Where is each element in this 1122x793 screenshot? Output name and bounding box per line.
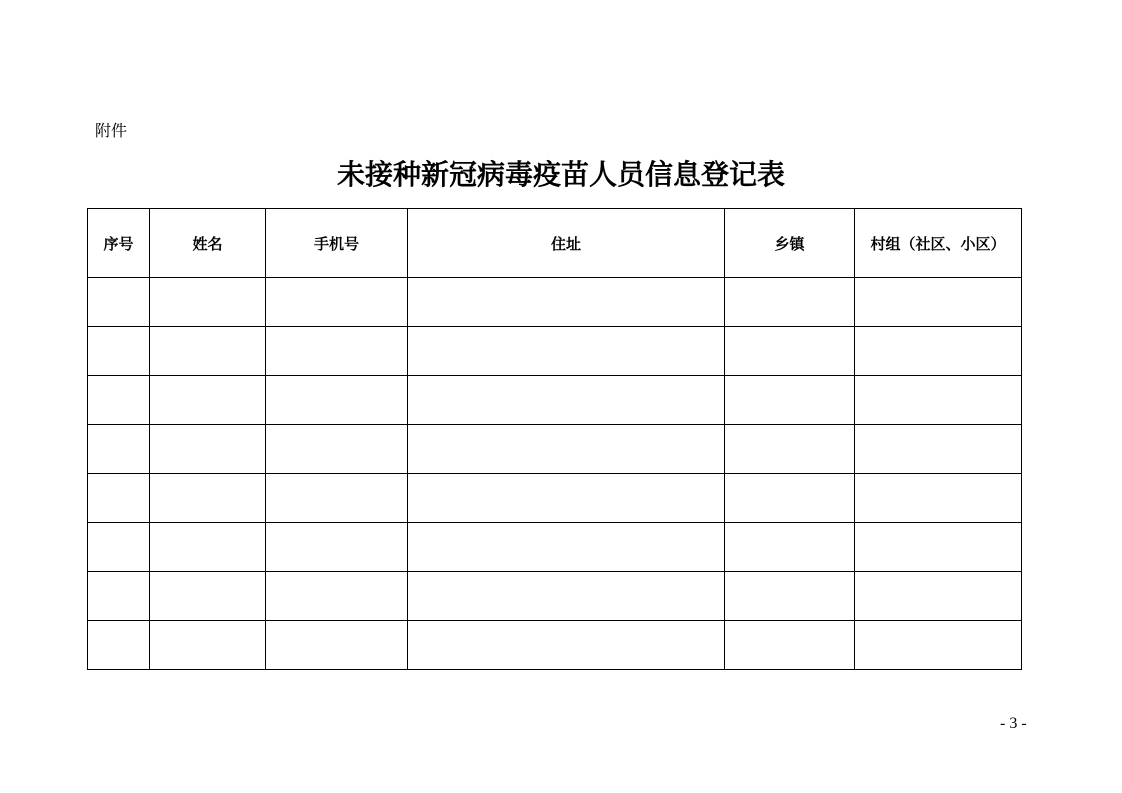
table-cell[interactable]	[150, 621, 266, 670]
table-cell[interactable]	[150, 376, 266, 425]
table-cell[interactable]	[266, 278, 408, 327]
table-cell[interactable]	[408, 278, 725, 327]
table-row	[88, 327, 1022, 376]
table-cell[interactable]	[266, 376, 408, 425]
header-township: 乡镇	[725, 209, 855, 278]
table-header-row	[88, 209, 1022, 278]
table-cell[interactable]	[266, 621, 408, 670]
document-title: 未接种新冠病毒疫苗人员信息登记表	[336, 158, 785, 191]
table-cell[interactable]	[88, 621, 150, 670]
table-cell[interactable]	[150, 474, 266, 523]
table-cell[interactable]	[408, 572, 725, 621]
table-cell[interactable]	[855, 523, 1022, 572]
table-cell[interactable]	[88, 572, 150, 621]
table-cell[interactable]	[725, 376, 855, 425]
attachment-label: 附件	[95, 121, 128, 140]
table-cell[interactable]	[408, 474, 725, 523]
table-cell[interactable]	[408, 425, 725, 474]
table-cell[interactable]	[150, 425, 266, 474]
table-cell[interactable]	[88, 523, 150, 572]
table-cell[interactable]	[150, 327, 266, 376]
header-phone-number: 手机号	[266, 209, 408, 278]
table-cell[interactable]	[855, 621, 1022, 670]
table-cell[interactable]	[855, 278, 1022, 327]
table-row	[88, 621, 1022, 670]
table-cell[interactable]	[725, 327, 855, 376]
table-cell[interactable]	[408, 523, 725, 572]
registration-table	[87, 208, 1022, 670]
table-cell[interactable]	[266, 572, 408, 621]
table-cell[interactable]	[725, 621, 855, 670]
table-cell[interactable]	[855, 327, 1022, 376]
table-cell[interactable]	[408, 327, 725, 376]
table-cell[interactable]	[408, 376, 725, 425]
table-cell[interactable]	[855, 572, 1022, 621]
table-cell[interactable]	[855, 474, 1022, 523]
table-cell[interactable]	[725, 425, 855, 474]
table-cell[interactable]	[150, 523, 266, 572]
table-cell[interactable]	[150, 278, 266, 327]
table-row	[88, 474, 1022, 523]
table-cell[interactable]	[725, 474, 855, 523]
table-cell[interactable]	[266, 425, 408, 474]
header-name: 姓名	[150, 209, 266, 278]
table-cell[interactable]	[266, 327, 408, 376]
table-row	[88, 278, 1022, 327]
table-cell[interactable]	[88, 425, 150, 474]
table-cell[interactable]	[855, 376, 1022, 425]
header-serial-number: 序号	[88, 209, 150, 278]
header-address: 住址	[408, 209, 725, 278]
table-row	[88, 523, 1022, 572]
table-cell[interactable]	[408, 621, 725, 670]
header-village-group: 村组（社区、小区）	[855, 209, 1022, 278]
table-cell[interactable]	[855, 425, 1022, 474]
table-cell[interactable]	[266, 474, 408, 523]
table-cell[interactable]	[725, 278, 855, 327]
table-cell[interactable]	[88, 474, 150, 523]
table-cell[interactable]	[88, 376, 150, 425]
table-cell[interactable]	[88, 278, 150, 327]
table-row	[88, 572, 1022, 621]
table-cell[interactable]	[725, 523, 855, 572]
table-cell[interactable]	[266, 523, 408, 572]
table-cell[interactable]	[725, 572, 855, 621]
table-cell[interactable]	[150, 572, 266, 621]
page-number: - 3 -	[1000, 715, 1027, 732]
table-row	[88, 376, 1022, 425]
table-row	[88, 425, 1022, 474]
table-cell[interactable]	[88, 327, 150, 376]
